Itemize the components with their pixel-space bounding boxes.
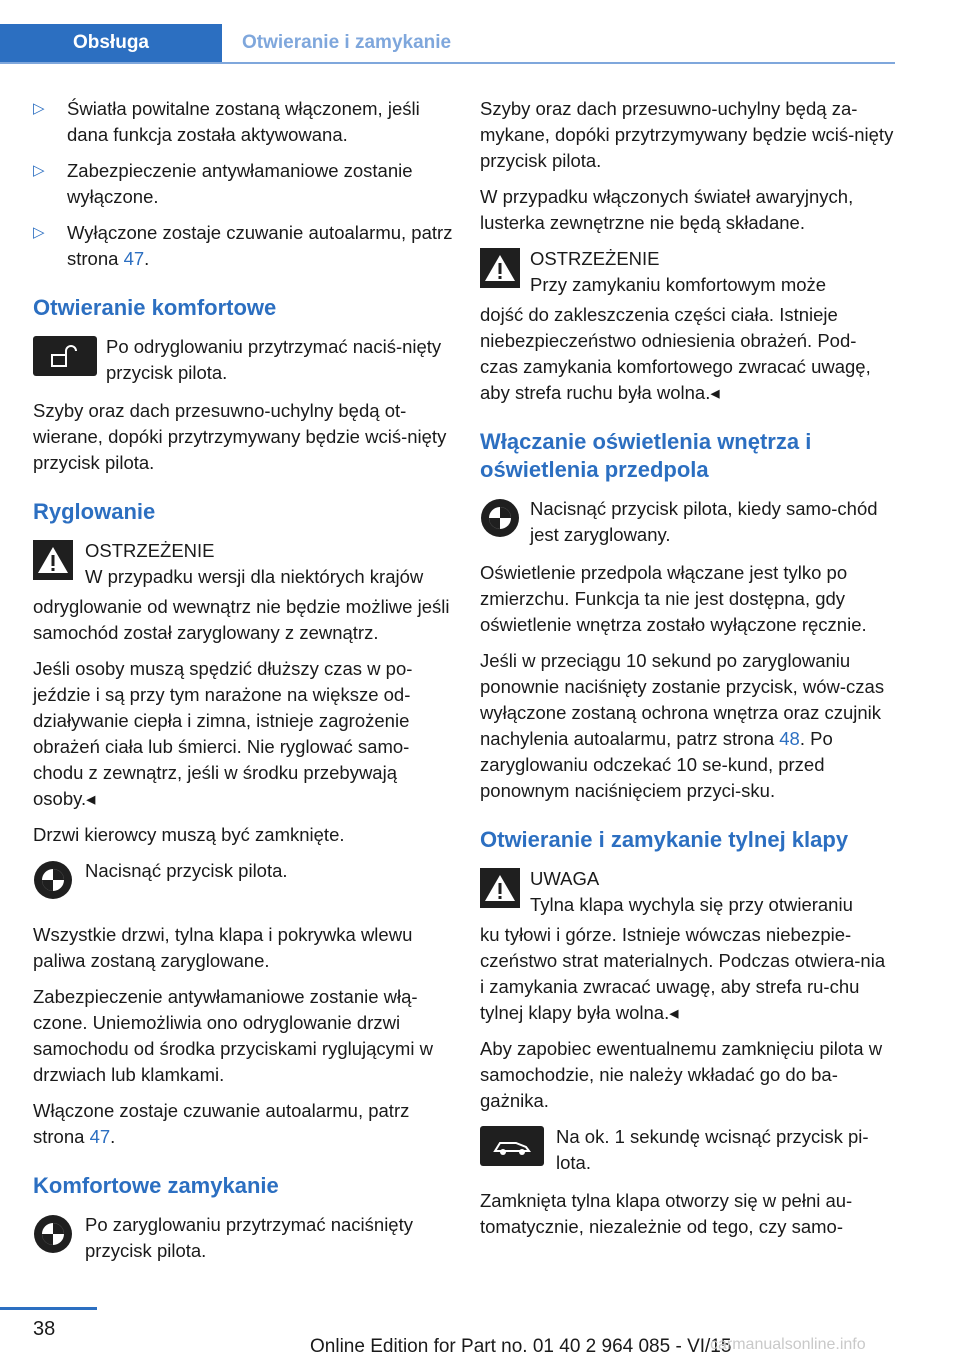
paragraph	[480, 648, 894, 804]
bullet-icon: ▷	[33, 100, 45, 117]
bmw-key-icon	[480, 498, 520, 545]
unlock-button-icon	[33, 336, 97, 376]
trunk-button-icon	[480, 1126, 544, 1166]
caution-icon	[480, 868, 520, 915]
footer-accent	[0, 1307, 97, 1310]
list-item-text: Wyłączone zostaje czuwanie autoalarmu, patrz strona	[67, 222, 453, 269]
note-title: UWAGA	[530, 868, 600, 889]
warning-text-cont: dojść do zakleszczenia części ciała. Istnieje niebezpieczeństwo odniesienia obrażeń. Pod‐czas zamykania komfortowego zwracać uwagę, aby strefa ruchu była wolna.◂	[480, 304, 871, 403]
icon-instruction	[480, 496, 894, 548]
warning-icon	[480, 248, 520, 295]
page-number: 38	[33, 1318, 56, 1340]
bmw-key-icon	[33, 1214, 73, 1261]
watermark: carmanualsonline.info	[710, 1336, 866, 1353]
list-item-text: Światła powitalne zostaną włączonem, jeśli dana funkcja została aktywowana.	[67, 98, 420, 145]
paragraph-text: Jeśli w przeciągu 10 sekund po zaryglowaniu ponownie naciśnięty zostanie przycisk, wów‐czas wyłączone zostaną ochrona wnętrza oraz czujnik nachylenia autoalarmu, patrz strona	[480, 650, 885, 749]
warning-text-lead: Przy zamykaniu komfortowym może	[530, 274, 827, 295]
bullet-icon: ▷	[33, 224, 45, 241]
paragraph-text: Włączone zostaje czuwanie autoalarmu, patrz strona	[33, 1100, 410, 1147]
paragraph: Szyby oraz dach przesuwno-uchylny będą za‐mykane, dopóki przytrzymywany będzie wciś‐nięty przycisk pilota.	[480, 98, 894, 171]
icon-instruction	[480, 1124, 894, 1176]
paragraph: Oświetlenie przedpola włączane jest tylko po zmierzchu. Funkcja ta nie jest dostępna, gdy oświetlenie wnętrza zostało wyłączone ręcznie.	[480, 562, 867, 635]
page-link[interactable]: 48	[779, 728, 800, 749]
section-tab-active: Obsługa	[0, 24, 222, 62]
paragraph: Wszystkie drzwi, tylna klapa i pokrywka wlewu paliwa zostaną zaryglowane.	[33, 924, 413, 971]
bmw-key-icon	[33, 860, 73, 907]
instruction-text: Nacisnąć przycisk pilota.	[85, 860, 288, 881]
heading-comfort-open: Otwieranie komfortowe	[33, 295, 277, 320]
warning-icon	[33, 540, 73, 587]
instruction-text: Po odryglowaniu przytrzymać naciś‐nięty przycisk pilota.	[106, 336, 442, 383]
list-item-text: Zabezpieczenie antywłamaniowe zostanie wyłączone.	[67, 160, 413, 207]
bullet-icon: ▷	[33, 162, 45, 179]
list-item: ▷ Wyłączone zostaje czuwanie autoalarmu, patrz strona 47.	[33, 222, 453, 269]
edition-info: Online Edition for Part no. 01 40 2 964 085 - VI/15	[310, 1336, 732, 1357]
icon-instruction	[33, 1212, 459, 1264]
warning-text-2: Jeśli osoby muszą spędzić dłuższy czas w po‐jeździe i są przy tym narażone na większe od‐działywanie ciepła i zimna, istnieje zagrożenie obrażeń ciała lub śmierci. Nie ryglować samo‐chodu z zewnątrz, jeśli w środku przebywają osoby.◂	[33, 658, 413, 809]
warning-text-cont: odryglowanie od wewnątrz nie będzie możliwe jeśli samochód został zaryglowany z zewnątrz.	[33, 596, 450, 643]
note-block	[480, 866, 894, 918]
paragraph: Drzwi kierowcy muszą być zamknięte.	[33, 824, 345, 845]
warning-block	[33, 538, 459, 590]
heading-interior-light: Włączanie oświetlenia wnętrza i oświetlenia przedpola	[480, 429, 812, 482]
paragraph: W przypadku włączonych świateł awaryjnych, lusterka zewnętrzne nie będą składane.	[480, 186, 854, 233]
page-link[interactable]: 47	[123, 248, 145, 269]
header-divider	[0, 62, 895, 64]
warning-text-lead: W przypadku wersji dla niektórych krajów	[85, 566, 424, 587]
section-tab-chapter: Otwieranie i zamykanie	[242, 32, 452, 53]
heading-lock: Ryglowanie	[33, 499, 156, 524]
instruction-text: Nacisnąć przycisk pilota, kiedy samo‐chód jest zaryglowany.	[530, 498, 878, 545]
paragraph: Włączone zostaje czuwanie autoalarmu, patrz strona 47.	[33, 1100, 410, 1147]
paragraph: Zabezpieczenie antywłamaniowe zostanie włą‐czone. Uniemożliwia ono odryglowanie drzwi samochodu od środka przyciskami ryglującymi w drzwiach lub klamkami.	[33, 986, 433, 1085]
list-item	[33, 158, 459, 210]
paragraph: Aby zapobiec ewentualnemu zamknięciu pilota w samochodzie, nie należy wkładać go do ba‐gażnika.	[480, 1038, 883, 1111]
right-column	[480, 96, 894, 1250]
heading-trunk: Otwieranie i zamykanie tylnej klapy	[480, 827, 849, 852]
note-text-cont: ku tyłowi i górze. Istnieje wówczas niebezpie‐czeństwo strat materialnych. Podczas otwiera‐nia i zamykania zwracać uwagę, aby strefa ru‐chu tylnej klapy była wolna.◂	[480, 924, 886, 1023]
warning-title: OSTRZEŻENIE	[85, 540, 215, 561]
paragraph-text-end: . Po zaryglowaniu odczekać 10 se‐kund, przed ponownym naciśnięciem przyci‐sku.	[480, 728, 833, 801]
instruction-text: Po zaryglowaniu przytrzymać naciśnięty przycisk pilota.	[85, 1214, 413, 1261]
note-text-lead: Tylna klapa wychyla się przy otwieraniu	[530, 894, 853, 915]
instruction-text: Na ok. 1 sekundę wcisnąć przycisk pi‐lota.	[556, 1126, 869, 1173]
icon-instruction	[33, 858, 459, 910]
paragraph: Zamknięta tylna klapa otworzy się w pełni au‐tomatycznie, niezależnie od tego, czy samo‐	[480, 1190, 853, 1237]
left-column	[33, 96, 459, 1276]
warning-block	[480, 246, 894, 298]
page-header	[0, 0, 960, 64]
icon-instruction	[33, 334, 459, 386]
paragraph: Szyby oraz dach przesuwno-uchylny będą ot‐wierane, dopóki przytrzymywany będzie wciś‐nięty przycisk pilota.	[33, 400, 447, 473]
heading-comfort-close: Komfortowe zamykanie	[33, 1173, 279, 1198]
warning-title: OSTRZEŻENIE	[530, 248, 660, 269]
page-link[interactable]: 47	[89, 1126, 111, 1147]
list-item	[33, 96, 459, 148]
